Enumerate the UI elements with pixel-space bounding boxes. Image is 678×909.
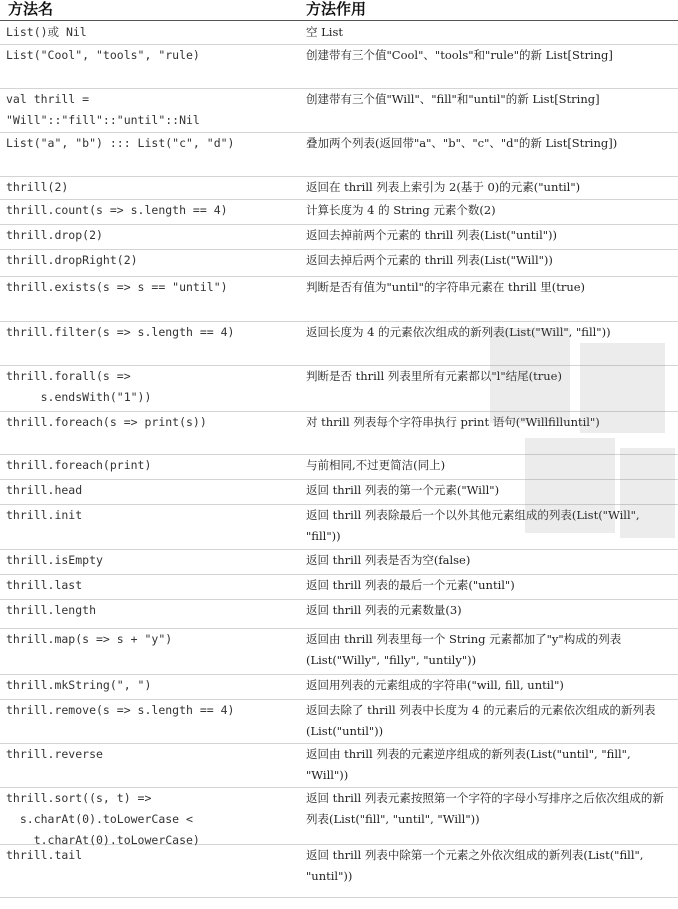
- method-description-cell: 与前相同,不过更简洁(同上): [306, 458, 446, 472]
- method-name-cell: thrill.drop(2): [6, 228, 103, 242]
- method-name-cell: thrill.forall(s => s.endsWith("1")): [6, 369, 152, 404]
- method-description-cell: 判断是否 thrill 列表里所有元素都以"l"结尾(true): [306, 369, 562, 383]
- method-name-cell: val thrill = "Will"::"fill"::"until"::Nil: [6, 92, 200, 127]
- method-name-cell: thrill.foreach(s => print(s)): [6, 415, 207, 429]
- method-description-cell: 创建带有三个值"Cool"、"tools"和"rule"的新 List[String]: [306, 48, 613, 62]
- method-description-cell: 返回用列表的元素组成的字符串("will, fill, until"): [306, 678, 564, 692]
- method-description-cell: 空 List: [306, 25, 343, 39]
- table-row: [0, 629, 678, 675]
- method-name-cell: thrill.reverse: [6, 747, 103, 761]
- method-description-cell: 返回由 thrill 列表里每一个 String 元素都加了"y"构成的列表(List("Willy", "filly", "untily")): [306, 632, 622, 667]
- table-row: [0, 277, 678, 322]
- table-row: [0, 366, 678, 412]
- table-row: [0, 675, 678, 700]
- method-description-cell: 返回去除了 thrill 列表中长度为 4 的元素后的元素依次组成的新列表(List("until")): [306, 703, 656, 738]
- method-name-cell: thrill.map(s => s + "y"): [6, 632, 173, 646]
- method-description-cell: 返回 thrill 列表除最后一个以外其他元素组成的列表(List("Will", "fill")): [306, 508, 640, 543]
- method-description-cell: 返回 thrill 列表元素按照第一个字符的字母小写排序之后依次组成的新列表(List("fill", "until", "Will")): [306, 791, 664, 826]
- table-row: [0, 700, 678, 744]
- table-row: [0, 45, 678, 89]
- header-divider: [0, 20, 678, 21]
- method-description-cell: 对 thrill 列表每个字符串执行 print 语句("Willfilluntil"): [306, 415, 600, 429]
- method-description-cell: 判断是否有值为"until"的字符串元素在 thrill 里(true): [306, 280, 586, 294]
- header-method-purpose: 方法作用: [306, 0, 367, 18]
- method-name-cell: List()或 Nil: [6, 25, 87, 39]
- method-name-cell: thrill.count(s => s.length == 4): [6, 203, 228, 217]
- method-name-cell: thrill.last: [6, 578, 83, 592]
- table-row: [0, 225, 678, 250]
- method-description-cell: 返回在 thrill 列表上索引为 2(基于 0)的元素("until"): [306, 180, 581, 194]
- method-name-cell: thrill.foreach(print): [6, 458, 152, 472]
- method-name-cell: List("Cool", "tools", "rule): [6, 48, 200, 62]
- method-description-cell: 返回 thrill 列表的第一个元素("Will"): [306, 483, 500, 497]
- method-description-cell: 叠加两个列表(返回带"a"、"b"、"c"、"d"的新 List[String]): [306, 136, 618, 150]
- table-row: [0, 200, 678, 225]
- method-name-cell: thrill.isEmpty: [6, 553, 103, 567]
- method-name-cell: thrill.dropRight(2): [6, 253, 138, 267]
- table-row: [0, 133, 678, 177]
- table-row: [0, 480, 678, 505]
- table-row: [0, 89, 678, 133]
- method-name-cell: thrill(2): [6, 180, 69, 194]
- table-row: [0, 505, 678, 550]
- method-name-cell: thrill.sort((s, t) => s.charAt(0).toLowerCase < t.charAt(0).toLowerCase): [6, 791, 200, 847]
- table-row: [0, 412, 678, 455]
- method-name-cell: thrill.length: [6, 603, 97, 617]
- method-name-cell: thrill.exists(s => s == "until"): [6, 280, 228, 294]
- method-name-cell: thrill.filter(s => s.length == 4): [6, 325, 235, 339]
- table-row: [0, 22, 678, 45]
- method-description-cell: 返回长度为 4 的元素依次组成的新列表(List("Will", "fill")): [306, 325, 611, 339]
- table-row: [0, 250, 678, 277]
- method-description-cell: 返回 thrill 列表的元素数量(3): [306, 603, 462, 617]
- header-method-name: 方法名: [8, 0, 54, 18]
- table-row: [0, 322, 678, 366]
- method-description-cell: 返回去掉后两个元素的 thrill 列表(List("Will")): [306, 253, 553, 267]
- method-name-cell: thrill.init: [6, 508, 83, 522]
- table-row: [0, 600, 678, 629]
- method-description-cell: 返回由 thrill 列表的元素逆序组成的新列表(List("until", "fill", "Will")): [306, 747, 631, 782]
- method-name-cell: thrill.mkString(", "): [6, 678, 152, 692]
- table-row: [0, 744, 678, 788]
- method-description-cell: 返回去掉前两个元素的 thrill 列表(List("until")): [306, 228, 558, 242]
- method-description-cell: 计算长度为 4 的 String 元素个数(2): [306, 203, 496, 217]
- table-row: [0, 177, 678, 200]
- method-name-cell: List("a", "b") ::: List("c", "d"): [6, 136, 235, 150]
- method-description-cell: 返回 thrill 列表的最后一个元素("until"): [306, 578, 515, 592]
- method-description-cell: 返回 thrill 列表是否为空(false): [306, 553, 471, 567]
- method-name-cell: thrill.head: [6, 483, 83, 497]
- table-row: [0, 788, 678, 845]
- method-name-cell: thrill.remove(s => s.length == 4): [6, 703, 235, 717]
- table-row: [0, 845, 678, 898]
- table-row: [0, 575, 678, 600]
- method-description-cell: 创建带有三个值"Will"、"fill"和"until"的新 List[String]: [306, 92, 600, 106]
- table-row: [0, 550, 678, 575]
- table-row: [0, 455, 678, 480]
- method-description-cell: 返回 thrill 列表中除第一个元素之外依次组成的新列表(List("fill", "until")): [306, 848, 644, 883]
- method-name-cell: thrill.tail: [6, 848, 83, 862]
